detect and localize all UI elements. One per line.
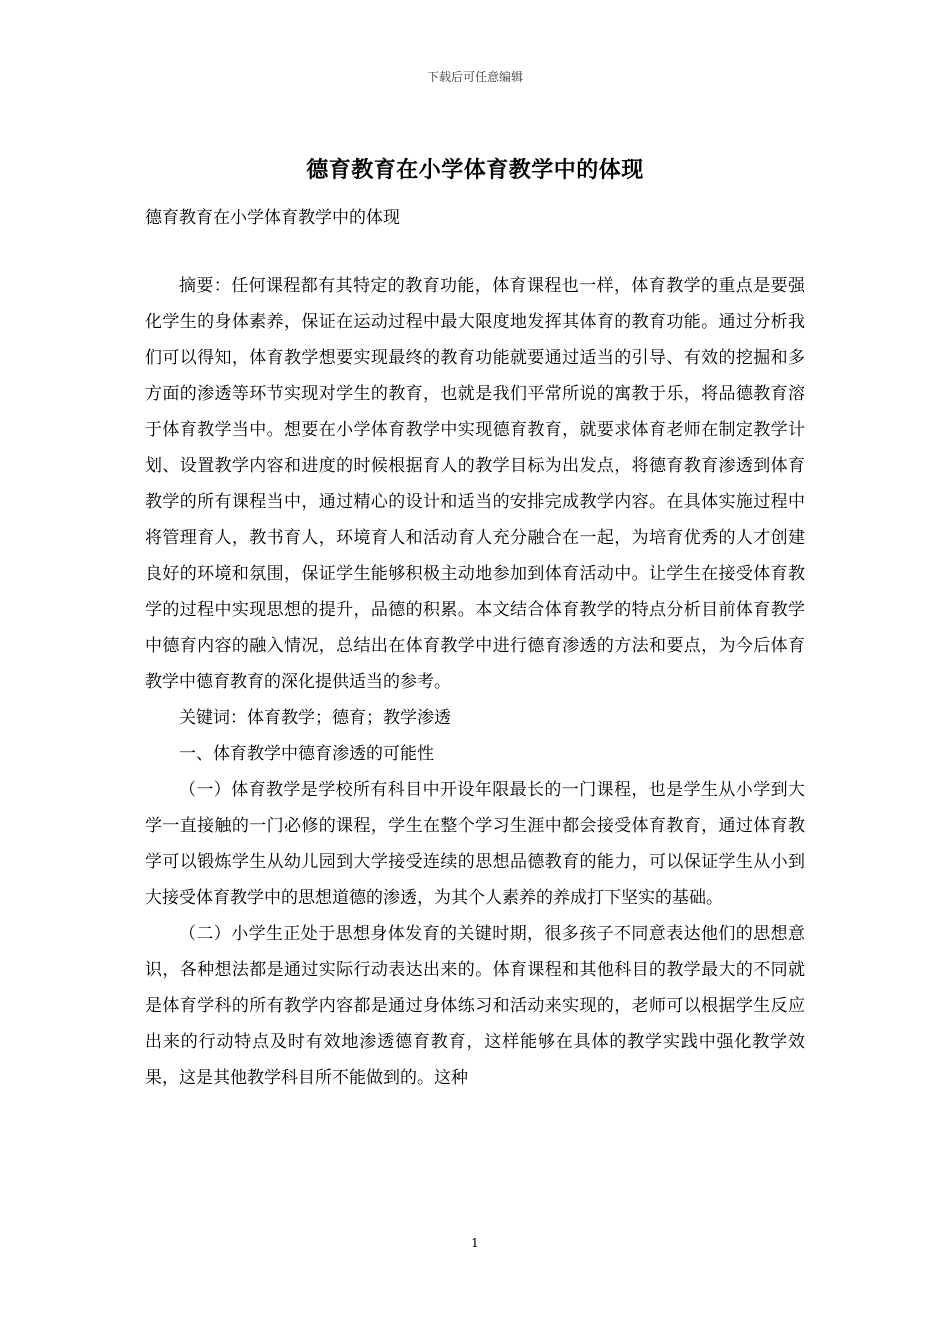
section-heading: 一、体育教学中德育渗透的可能性 bbox=[179, 744, 434, 764]
keywords-paragraph: 关键词：体育教学；德育；教学渗透 bbox=[179, 708, 451, 728]
page-header-note: 下载后可任意编辑 bbox=[426, 70, 523, 84]
abstract-paragraph: 摘要：任何课程都有其特定的教育功能，体育课程也一样，体育教学的重点是要强化学生的身体素养，保证在运动过程中最大限度地发挥其体育的教育功能。通过分析我们可以得知，体育教学想要实现最终的教育功能就要通过适当的引导、有效的挖掘和多方面的渗透等环节实现对学生的教育，也就是我们平常所说的寓教于乐，将品德教育溶于体育教学当中。想要在小学体育教学中实现德育教育，就要求体育老师在制定教学计划、设置教学内容和进度的时候根据育人的教学目标为出发点，将德育教育渗透到体育教学的所有课程当中，通过精心的设计和适当的安排完成教学内容。在具体实施过程中将管理育人，教书育人，环境育人和活动育人充分融合在一起，为培育优秀的人才创建良好的环境和氛围，保证学生能够积极主动地参加到体育活动中。让学生在接受体育教学的过程中实现思想的提升，品德的积累。本文结合体育教学的特点分析目前体育教学中德育内容的融入情况，总结出在体育教学中进行德育渗透的方法和要点，为今后体育教学中德育教育的深化提供适当的参考。 bbox=[145, 276, 805, 692]
body-paragraph: （二）小学生正处于思想身体发育的关键时期，很多孩子不同意表达他们的思想意识，各种想法都是通过实际行动表达出来的。体育课程和其他科目的教学最大的不同就是体育学科的所有教学内容都是通过身体练习和活动来实现的，老师可以根据学生反应出来的行动特点及时有效地渗透德育教育，这样能够在具体的教学实践中强化教学效果，这是其他教学科目所不能做到的。这种 bbox=[145, 924, 805, 1088]
document-title: 德育教育在小学体育教学中的体现 bbox=[306, 157, 644, 183]
page-number: 1 bbox=[471, 1236, 479, 1250]
document-subtitle: 德育教育在小学体育教学中的体现 bbox=[145, 208, 400, 228]
document-body bbox=[145, 268, 805, 1096]
body-paragraph: （一）体育教学是学校所有科目中开设年限最长的一门课程，也是学生从小学到大学一直接触的一门必修的课程，学生在整个学习生涯中都会接受体育教育，通过体育教学可以锻炼学生从幼儿园到大学接受连续的思想品德教育的能力，可以保证学生从小到大接受体育教学中的思想道德的渗透，为其个人素养的养成打下坚实的基础。 bbox=[145, 780, 805, 908]
